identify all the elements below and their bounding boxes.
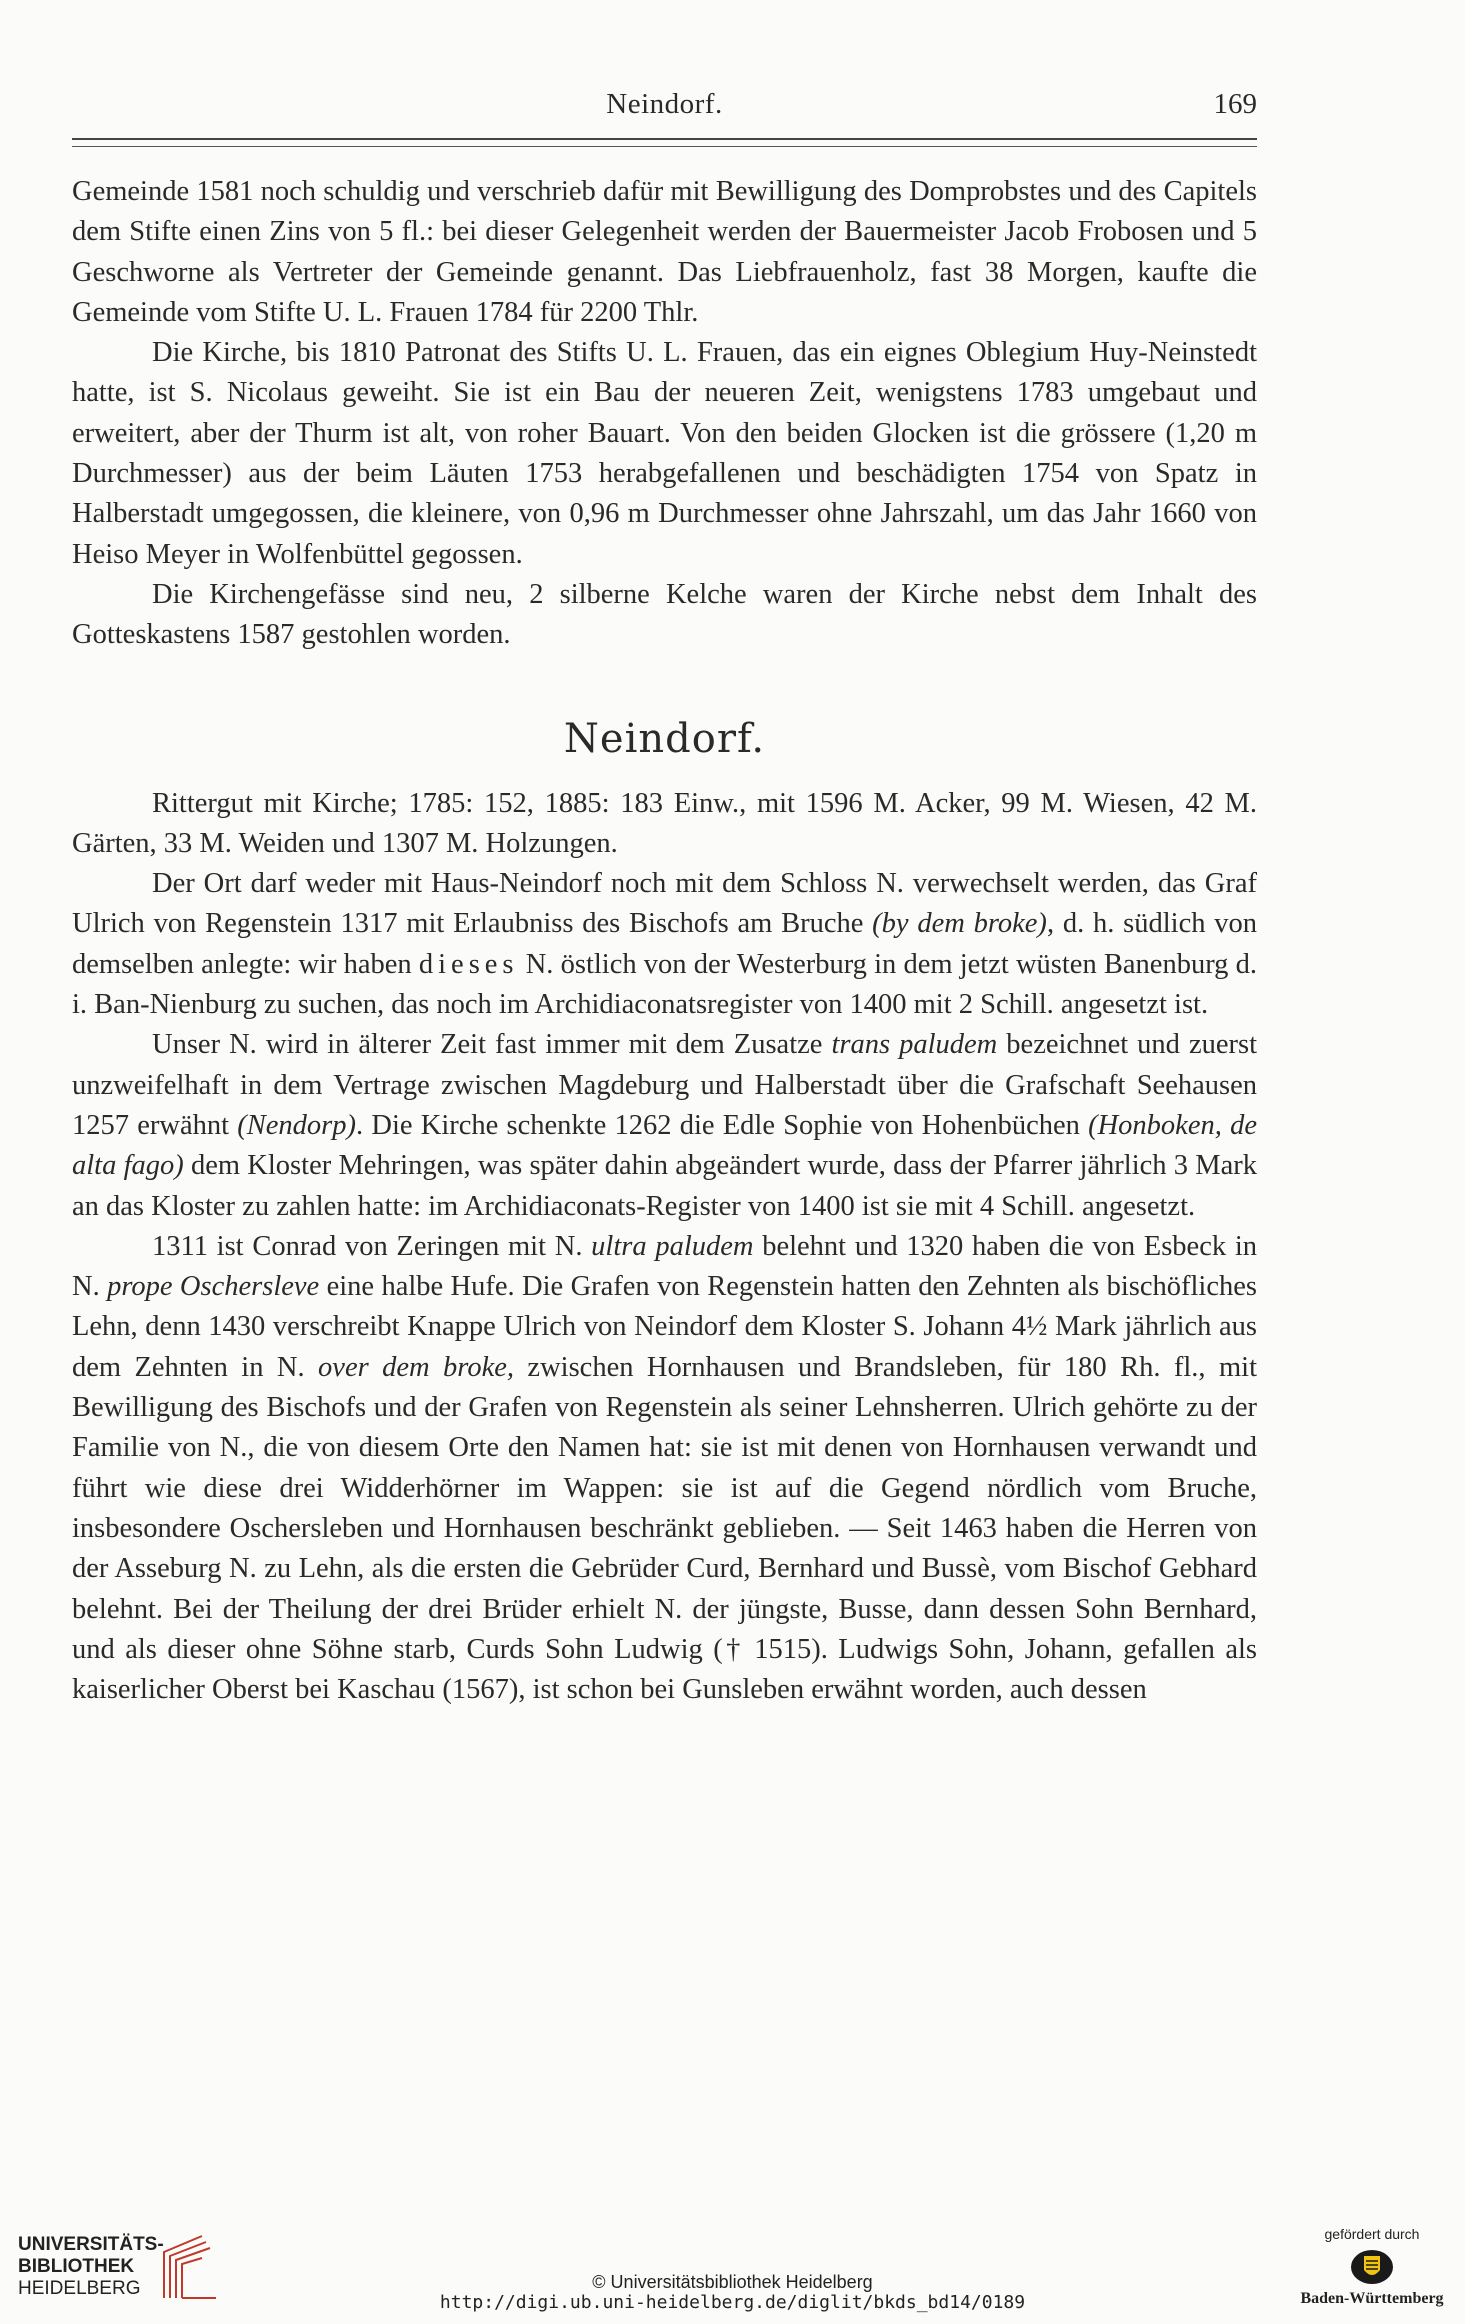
- page-header: [72, 84, 1257, 124]
- spaced-emphasis: dieses: [418, 948, 519, 980]
- section-title: Neindorf.: [563, 715, 766, 762]
- header-rule: [72, 138, 1257, 147]
- italic-quote: over dem broke,: [318, 1351, 514, 1383]
- italic-quote: (Nendorp): [237, 1109, 356, 1141]
- paragraph: [72, 1227, 1257, 1711]
- paragraph: [72, 1025, 1257, 1226]
- sponsor-name: Baden-Württemberg: [1300, 2290, 1444, 2307]
- italic-quote: trans paludem: [831, 1029, 998, 1061]
- text-run: 1311 ist Conrad von Zeringen mit N.: [152, 1230, 592, 1262]
- body-text: [72, 172, 1257, 1710]
- text-run: dem Kloster Mehringen, was später dahin abgeändert wurde, dass der Pfarrer jährlich 3 Mark an das Kloster zu zahlen hatte: im Archidiaconats-Register von 1400 ist sie mit 4 Schill. angesetzt.: [72, 1150, 1257, 1222]
- library-name-line1: UNIVERSITÄTS-: [18, 2234, 164, 2255]
- text-run: belehnt und 1320 haben die von Esbeck in N.: [72, 1230, 1257, 1303]
- sponsor-label: gefördert durch: [1324, 2226, 1420, 2242]
- running-title: Neindorf.: [606, 88, 723, 120]
- text-run: . Die Kirche schenkte 1262 die Edle Sophie von Hohenbüchen: [356, 1109, 1089, 1141]
- text-run: bezeichnet und zuerst unzweifelhaft in dem Vertrage zwischen Magdeburg und Halberstadt über die Grafschaft Seehausen 1257 erwähnt: [72, 1029, 1258, 1141]
- source-url-link[interactable]: http://digi.ub.uni-heidelberg.de/diglit/bkds_bd14/0189: [439, 2292, 1026, 2313]
- paragraph: [72, 864, 1257, 1025]
- text-run: N. östlich von der Westerburg in dem jetzt wüsten Banenburg d. i. Ban-Nienburg zu suchen, das noch im Archidiaconatsregister von 1400 mit 2 Schill. angesetzt ist.: [72, 948, 1257, 1021]
- italic-quote: (Honboken, de alta fago): [72, 1109, 1257, 1182]
- footer: [0, 2204, 1465, 2324]
- paragraph: Die Kirche, bis 1810 Patronat des Stifts U. L. Frauen, das ein eignes Oblegium Huy-Neinstedt hatte, ist S. Nicolaus geweiht. Sie ist ein Bau der neueren Zeit, wenigstens 1783 umgebaut und erweitert, aber der Thurm ist alt, von roher Bauart. Von den beiden Glocken ist die grössere (1,20 m Durchmesser) aus der beim Läuten 1753 herabgefallenen und beschädigten 1754 von Spatz in Halberstadt umgegossen, die kleinere, von 0,96 m Durchmesser ohne Jahrszahl, um das Jahr 1660 von Heiso Meyer in Wolfenbüttel gegossen.: [72, 337, 1257, 570]
- italic-quote: (by dem broke): [872, 908, 1047, 940]
- paragraph: Gemeinde 1581 noch schuldig und verschrieb dafür mit Bewilligung des Domprobstes und des Capitels dem Stifte einen Zins von 5 fl.: bei dieser Gelegenheit werden der Bauermeister Jacob Frobosen und 5 Geschworne als Vertreter der Gemeinde genannt. Das Liebfrauenholz, fast 38 Morgen, kaufte die Gemeinde vom Stifte U. L. Frauen 1784 für 2200 Thlr.: [72, 176, 1257, 328]
- text-run: Der Ort darf weder mit Haus-Neindorf noch mit dem Schloss N. verwechselt werden, das Graf Ulrich von Regenstein 1317 mit Erlaubniss des Bischofs am Bruche: [72, 868, 1257, 940]
- copyright-notice: © Universitätsbibliothek Heidelberg: [592, 2272, 873, 2292]
- paragraph: Die Kirchengefässe sind neu, 2 silberne Kelche waren der Kirche nebst dem Inhalt des Gotteskastens 1587 gestohlen worden.: [72, 578, 1257, 651]
- library-name-line3: HEIDELBERG: [18, 2278, 141, 2299]
- page-number: 169: [1213, 88, 1257, 120]
- sponsor-block: [1297, 2226, 1447, 2308]
- paragraph: Rittergut mit Kirche; 1785: 152, 1885: 183 Einw., mit 1596 M. Acker, 99 M. Wiesen, 42 M. Gärten, 33 M. Weiden und 1307 M. Holzungen.: [72, 787, 1257, 859]
- text-run: eine halbe Hufe. Die Grafen von Regenstein hatten den Zehnten als bischöfliches Lehn, denn 1430 verschreibt Knappe Ulrich von Neindorf dem Kloster S. Johann 4½ Mark jährlich aus dem Zehnten in N.: [72, 1271, 1257, 1383]
- italic-quote: ultra paludem: [591, 1230, 754, 1262]
- text-run: Unser N. wird in älterer Zeit fast immer mit dem Zusatze: [152, 1029, 832, 1061]
- library-name-line2: BIBLIOTHEK: [18, 2256, 135, 2277]
- text-run: , d. h. südlich von demselben anlegte: wir haben: [72, 908, 1258, 980]
- italic-quote: prope Oschersleve: [107, 1271, 320, 1303]
- state-crest-icon: [1349, 2248, 1395, 2286]
- text-run: zwischen Hornhausen und Brandsleben, für 180 Rh. fl., mit Bewilligung des Bischofs und der Grafen von Regenstein als seiner Lehnsherren. Ulrich gehörte zu der Familie von N., die von diesem Orte den Namen hat: sie ist mit denen von Hornhausen verwandt und führt wie diese drei Widderhörner im Wappen: sie ist auf die Gegend nördlich vom Bruche, insbesondere Oschersleben und Hornhausen beschränkt geblieben. — Seit 1463 haben die Herren von der Asseburg N. zu Lehn, als die ersten die Gebrüder Curd, Bernhard und Bussè, vom Bischof Gebhard belehnt. Bei der Theilung der drei Brüder erhielt N. der jüngste, Busse, dann dessen Sohn Bernhard, und als dieser ohne Söhne starb, Curds Sohn Ludwig († 1515). Ludwigs Sohn, Johann, gefallen als kaiserlicher Oberst bei Kaschau (1567), ist schon bei Gunsleben erwähnt worden, auch dessen: [72, 1351, 1257, 1706]
